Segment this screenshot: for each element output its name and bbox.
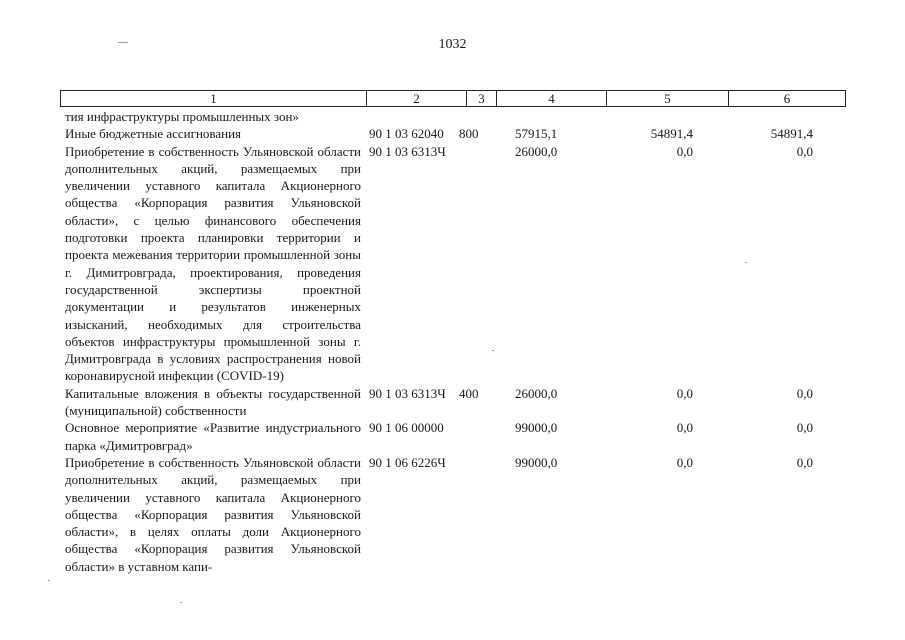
scan-speck <box>118 42 128 43</box>
row-type <box>459 419 515 454</box>
row-value-5: 0,0 <box>676 420 693 436</box>
row-type <box>459 143 515 385</box>
row-value-5: 0,0 <box>676 143 693 159</box>
header-col-5: 5 <box>607 91 729 106</box>
table-row <box>65 385 855 420</box>
page-number: 1032 <box>438 37 467 52</box>
row-value-6: 0,0 <box>796 385 813 401</box>
row-name: тия инфраструктуры промышленных зон» <box>65 109 299 124</box>
row-value-4 <box>515 108 575 125</box>
table-row <box>65 108 855 125</box>
row-value-6: 0,0 <box>796 143 813 159</box>
header-col-6: 6 <box>783 91 791 106</box>
row-type: 400 <box>459 385 479 401</box>
row-name: Приобретение в собственность Ульяновской области дополнительных акций, размещаемых при увеличении уставного капитала Акционерного общества «Корпорация развития Ульяновской области», в целях оплаты доли Акционерного общества «Корпорация развития Ульяновской области» в уставном капи- <box>65 454 361 574</box>
row-code: 90 1 03 62040 <box>369 126 444 142</box>
row-value-5 <box>575 108 693 125</box>
row-code: 90 1 06 00000 <box>369 420 444 436</box>
row-value-4: 26000,0 <box>515 385 558 401</box>
row-value-4: 57915,1 <box>515 126 558 142</box>
header-col-3: 3 <box>467 91 497 106</box>
scan-speck <box>492 350 494 351</box>
row-value-6: 0,0 <box>796 454 813 470</box>
scan-speck <box>180 602 182 603</box>
header-col-4: 4 <box>497 91 607 106</box>
row-value-6: 0,0 <box>796 420 813 436</box>
row-name: Иные бюджетные ассигнования <box>65 126 242 142</box>
row-code: 90 1 06 6226Ч <box>369 454 446 470</box>
table-row <box>65 125 855 142</box>
row-value-4: 99000,0 <box>515 454 558 470</box>
row-value-4: 26000,0 <box>515 143 558 159</box>
row-code: 90 1 03 6313Ч <box>369 143 446 159</box>
row-type: 800 <box>459 126 479 142</box>
row-code <box>361 108 459 125</box>
table-row <box>65 454 855 575</box>
header-col-2: 2 <box>367 91 467 106</box>
row-value-5: 0,0 <box>676 454 693 470</box>
row-value-5: 54891,4 <box>650 126 693 142</box>
table-row <box>65 419 855 454</box>
row-name: Капитальные вложения в объекты государственной (муниципальной) собственности <box>65 385 361 419</box>
row-name: Основное мероприятие «Развитие индустриального парка «Димитровград» <box>65 420 361 453</box>
table-body <box>65 108 855 575</box>
row-value-6 <box>693 108 813 125</box>
header-col-1: 1 <box>61 91 367 106</box>
scan-speck <box>745 262 747 263</box>
scan-speck <box>48 580 50 581</box>
row-type <box>459 108 515 125</box>
row-value-4: 99000,0 <box>515 420 558 436</box>
row-type <box>459 454 515 575</box>
table-header <box>60 90 846 107</box>
row-name: Приобретение в собственность Ульяновской области дополнительных акций, размещаемых при увеличении уставного капитала Акционерного общества «Корпорация развития Ульяновской области», с целью финансового обеспечения подготовки проекта планировки территории и проекта межевания территории промышленной зоны г. Димитровграда, проектирования, проведения государственной экспертизы проектной документации и результатов инженерных изысканий, необходимых для строительства объектов инфраструктуры промышленной зоны г. Димитровграда в условиях распространения новой коронавирусной инфекции (COVID-19) <box>65 143 361 384</box>
row-value-6: 54891,4 <box>770 126 813 142</box>
table-row <box>65 143 855 385</box>
row-code: 90 1 03 6313Ч <box>369 385 446 401</box>
row-value-5: 0,0 <box>676 385 693 401</box>
